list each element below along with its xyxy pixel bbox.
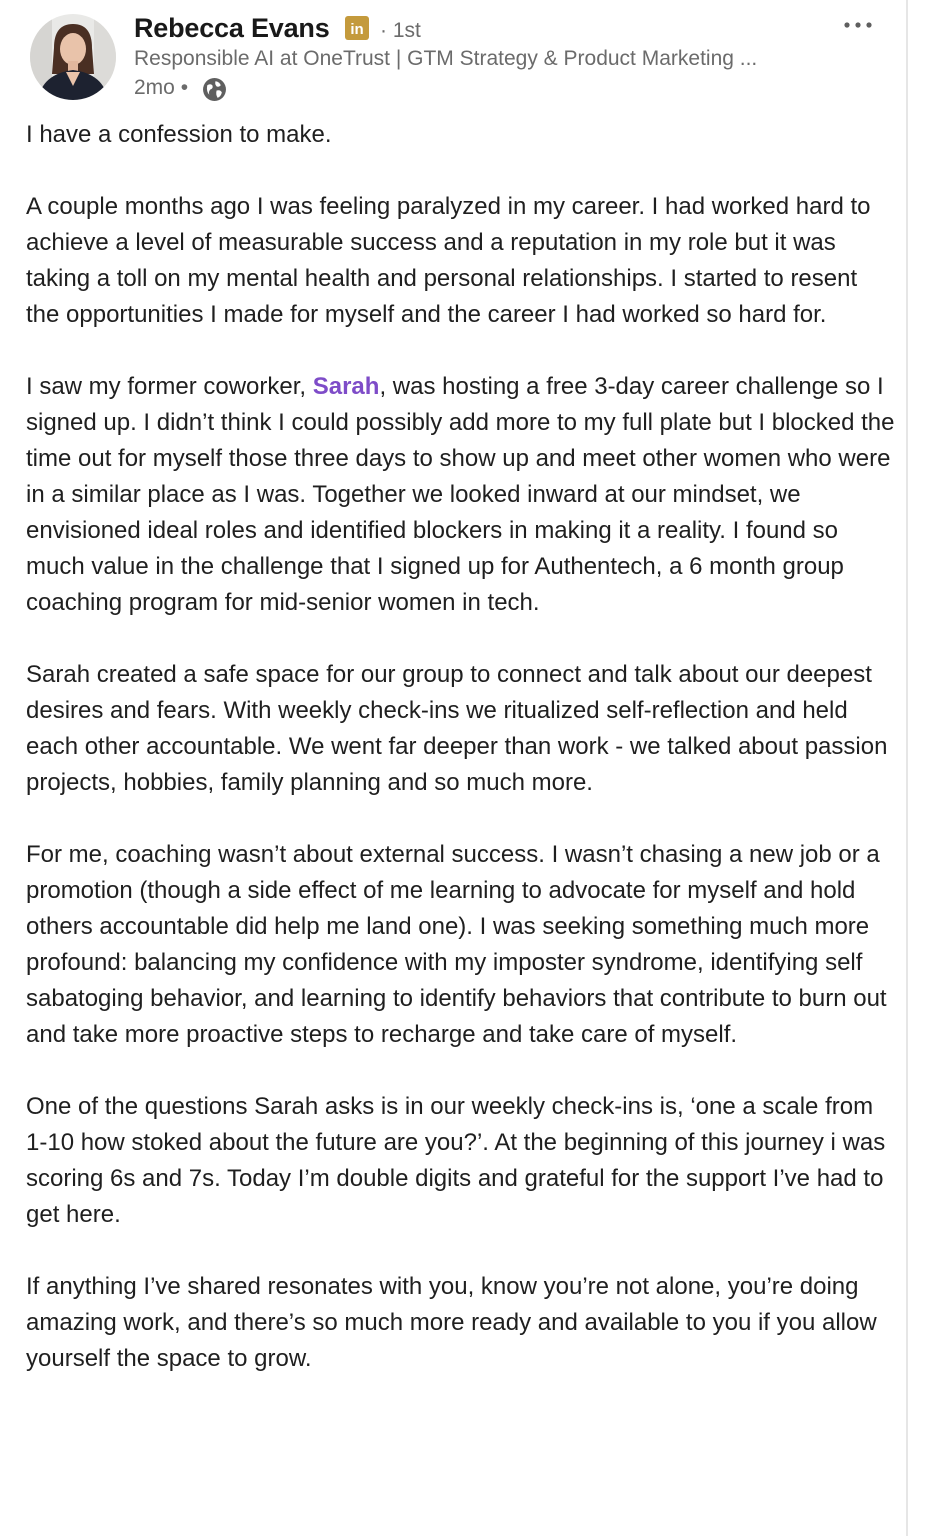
- paragraph-3-start: I saw my former coworker,: [26, 373, 313, 400]
- post-paragraph-2: A couple months ago I was feeling paralyzed in my career. I had worked hard to achieve a level of measurable success and a reputation in my role but it was taking a toll on my mental health and personal relationships. I started to resent the opportunities I made for myself and the career I had worked so hard for.: [26, 193, 871, 328]
- post-time: 2mo: [134, 76, 175, 99]
- post-paragraph-7: If anything I’ve shared resonates with you, know you’re not alone, you’re doing amazing work, and there’s so much more ready and available to you if you allow yourself the space to grow.: [26, 1273, 877, 1372]
- post-text: [26, 117, 896, 1413]
- linkedin-badge-text: in: [350, 21, 364, 38]
- post-meta: [134, 76, 188, 100]
- globe-icon: [202, 77, 227, 102]
- post-paragraph-1: I have a confession to make.: [26, 121, 332, 148]
- post-paragraph-5: For me, coaching wasn’t about external success. I wasn’t chasing a new job or a promotion (though a side effect of me learning to advocate for myself and hold others accountable did help me land one). I was seeking something much more profound: balancing my confidence with my imposter syndrome, identifying self sabatoging behavior, and learning to identify behaviors that contribute to burn out and take more proactive steps to recharge and take care of myself.: [26, 841, 887, 1048]
- mention-link[interactable]: Sarah: [312, 373, 380, 400]
- post-paragraph-6: One of the questions Sarah asks is in our weekly check-ins is, ‘one a scale from 1-10 how stoked about the future are you?’. At the beginning of this journey i was scoring 6s and 7s. Today I’m double digits and grateful for the support I’ve had to get here.: [26, 1093, 886, 1228]
- author-headline[interactable]: Responsible AI at OneTrust | GTM Strategy & Product Marketing ...: [134, 47, 758, 70]
- post-paragraph-4: Sarah created a safe space for our group to connect and talk about our deepest desires and fears. With weekly check-ins we ritualized self-reflection and held each other accountable. We went far deeper than work - we talked about passion projects, hobbies, family planning and so much more.: [26, 661, 888, 796]
- more-icon[interactable]: [838, 10, 878, 40]
- linkedin-icon: [345, 16, 369, 40]
- author-name[interactable]: Rebecca Evans: [134, 13, 330, 43]
- avatar[interactable]: [30, 14, 116, 100]
- paragraph-3-end: , was hosting a free 3-day career challenge so I signed up. I didn’t think I could possibly add more to my full plate but I blocked the time out for myself those three days to show up and meet other women who were in a similar place as I was. Together we looked inward at our mindset, we envisioned ideal roles and identified blockers in making it a reality. I found so much value in the challenge that I signed up for Authentech, a 6 month group coaching program for mid-senior women in tech.: [26, 373, 895, 616]
- connection-degree: · 1st: [380, 19, 421, 42]
- meta-separator: •: [180, 76, 189, 99]
- post-paragraph-3: [26, 369, 896, 621]
